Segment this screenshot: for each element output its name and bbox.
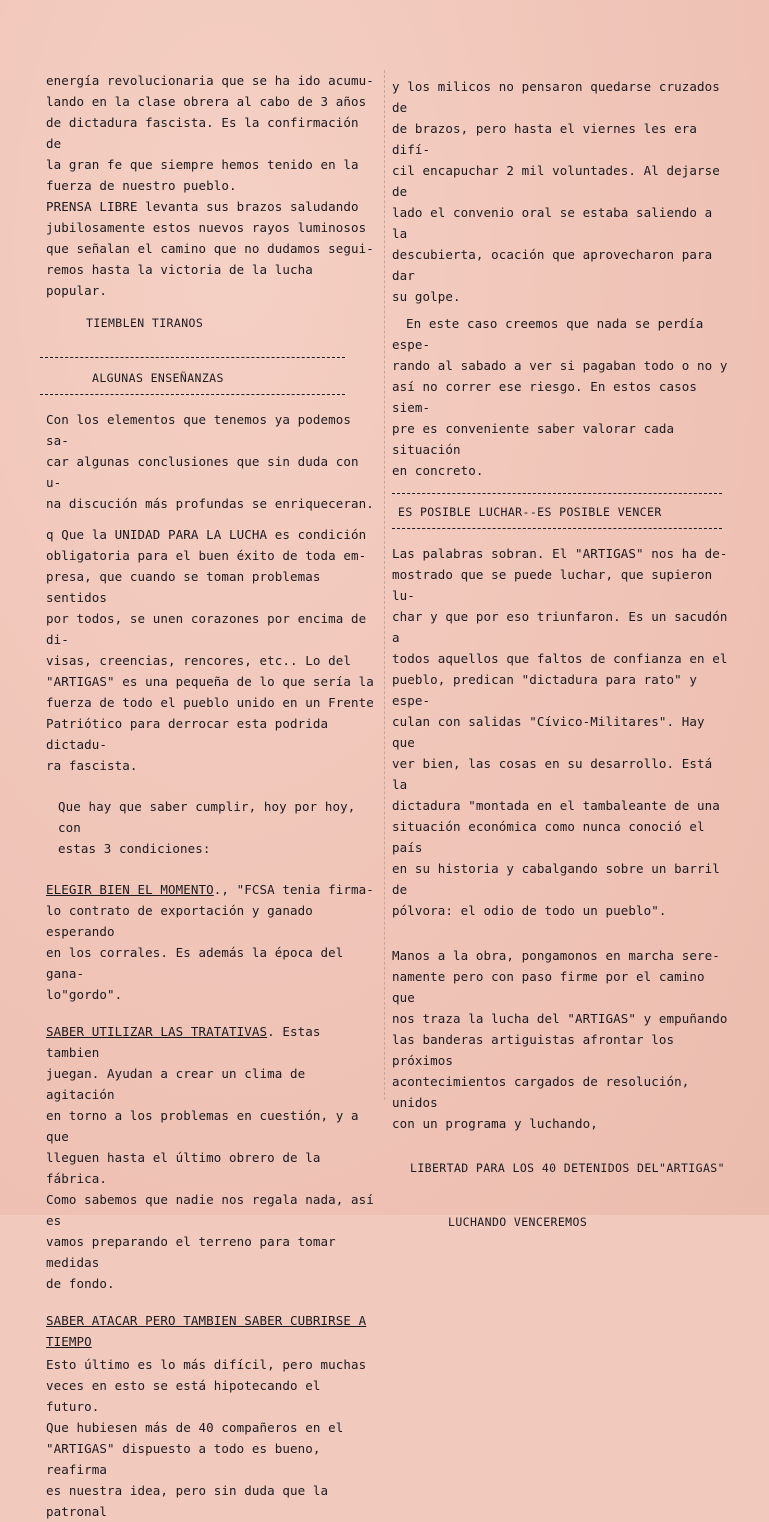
slogan-fighting: LUCHANDO VENCEREMOS	[448, 1215, 588, 1229]
section-3-text: Esto último es lo más difícil, pero muchas veces en esto se está hipotecando el futuro. Que hubiesen más de 40 compañeros en el "ARTIGAS" dispuesto a todo es bueno, reafirma es nuestra idea, pero sin duda que la patronal	[46, 1357, 367, 1519]
left-paragraph-3: q Que la UNIDAD PARA LA LUCHA es condición obligatoria para el buen éxito de toda em- presa, que cuando se toman problemas sentidos por todos, se unen corazones por encima de di- visas, creencias, rencores, etc.. Lo del "ARTIGAS" es una pequeña de lo que sería la fuerza de todo el pueblo unido en un Frente Patriótico para derrocar esta podrida dictadu- ra fascista.	[46, 527, 374, 773]
right-paragraph-3: Las palabras sobran. El "ARTIGAS" nos ha de- mostrado que se puede luchar, que supieron lu- char y que por eso triunfaron. Es un sacudón a todos aquellos que faltos de confianza en el pueblo, predican "dictadura para rato" y espe- culan con salidas "Cívico-Militares". Hay que ver bien, las cosas en su desarrollo. Está la dictadura "montada en el tambaleante de una situación económica como nunca conoció el país en su historia y cabalgando sobre un barril de pólvora: el odio de todo un pueblo".	[392, 546, 728, 918]
left-column	[46, 64, 376, 1522]
right-rule-top	[392, 493, 722, 494]
column-divider	[384, 70, 386, 1100]
section-2-text: . Estas tambien juegan. Ayudan a crear un clima de agitación en torno a los problemas en cuestión, y a que lleguen hasta el último obrero de la fábrica. Como sabemos que nadie nos regala nada, así es vamos preparando el terreno para tomar medidas de fondo.	[46, 1024, 374, 1291]
left-section-2	[46, 1021, 376, 1294]
right-paragraph-2: En este caso creemos que nada se perdía espe- rando al sabado a ver si pagaban todo o no y así no correr ese riesgo. En estos casos siem- pre es conveniente saber valorar cada situación en concreto.	[392, 316, 728, 478]
rule-bottom	[40, 394, 345, 395]
slogan-freedom: LIBERTAD PARA LOS 40 DETENIDOS DEL"ARTIGAS"	[410, 1161, 725, 1175]
section-1-title: ELEGIR BIEN EL MOMENTO	[46, 882, 214, 897]
section-2-title: SABER UTILIZAR LAS TRATATIVAS	[46, 1024, 268, 1039]
section-1-text: ., "FCSA tenia firma- lo contrato de exportación y ganado esperando en los corrales. Es además la época del gana- lo"gordo".	[46, 882, 374, 1002]
right-paragraph-1: y los milicos no pensaron quedarse cruzados de de brazos, pero hasta el viernes les era difí- cil encapuchar 2 mil voluntades. Al dejarse de lado el convenio oral se estaba saliendo a la descubierta, ocación que aprovecharon para dar su golpe.	[392, 79, 720, 304]
rule-top	[40, 357, 345, 358]
right-column	[392, 76, 734, 1232]
left-paragraph-1: energía revolucionaria que se ha ido acumu- lando en la clase obrera al cabo de 3 años de dictadura fascista. Es la confirmación de la gran fe que siempre hemos tenido en la fuerza de nuestro pueblo. PRENSA LIBRE levanta sus brazos saludando jubilosamente estos nuevos rayos luminosos que señalan el camino que no dudamos segui- remos hasta la victoria de la lucha popular.	[46, 73, 374, 298]
left-section-heading: ALGUNAS ENSEÑANZAS	[92, 371, 224, 385]
section-3-title: SABER ATACAR PERO TAMBIEN SABER CUBRIRSE A TIEMPO	[46, 1313, 367, 1349]
left-signoff: TIEMBLEN TIRANOS	[86, 316, 204, 330]
left-section-1	[46, 879, 376, 1005]
right-paragraph-4: Manos a la obra, pongamonos en marcha sere- namente pero con paso firme por el camino que nos traza la lucha del "ARTIGAS" y empuñando las banderas artiguistas afrontar los próximos acontecimientos cargados de resolución, unidos con un programa y luchando,	[392, 948, 728, 1131]
left-paragraph-4: Que hay que saber cumplir, hoy por hoy, con estas 3 condiciones:	[58, 799, 356, 856]
left-paragraph-2: Con los elementos que tenemos ya podemos sa- car algunas conclusiones que sin duda con u- na discución más profundas se enriqueceran.	[46, 412, 374, 511]
right-section-heading: ES POSIBLE LUCHAR--ES POSIBLE VENCER	[398, 505, 662, 519]
right-rule-bottom	[392, 528, 722, 529]
